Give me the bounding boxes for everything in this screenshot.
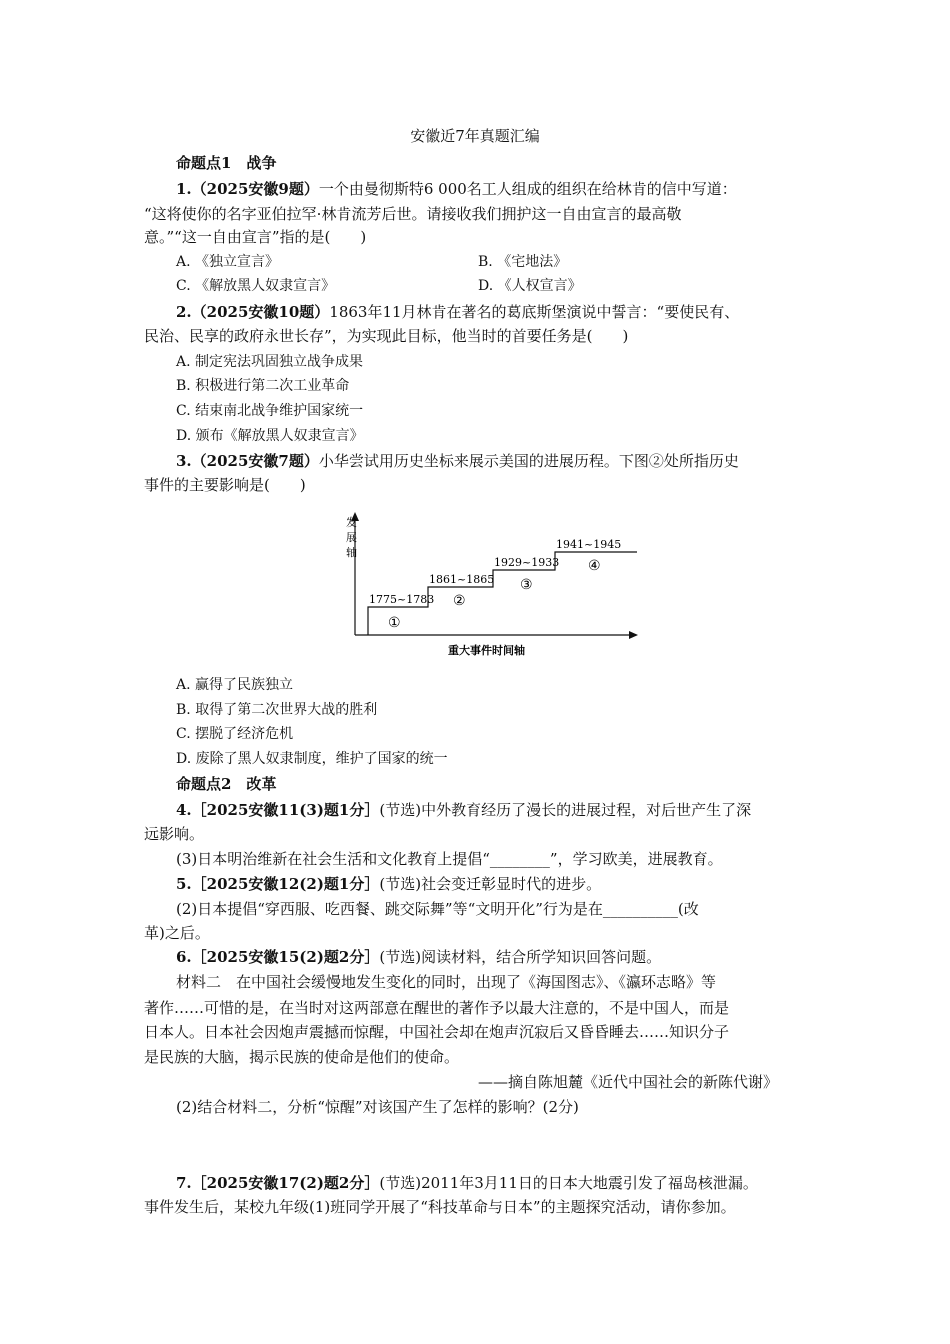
question-3-option-d: D. 废除了黑人奴隶制度，维护了国家的统一 xyxy=(176,751,448,767)
step-2-period: 1861~1865 xyxy=(429,573,495,586)
section-heading-war: 命题点1 战争 xyxy=(176,154,277,172)
step-1-period: 1775~1783 xyxy=(369,593,435,606)
step-3-marker: ③ xyxy=(520,577,533,593)
question-5-line-1: 5.［2025安徽12(2)题1分］(节选)社会变迁彰显时代的进步。 xyxy=(176,875,602,893)
question-2-option-d: D. 颁布《解放黑人奴隶宣言》 xyxy=(176,428,364,444)
question-4-label: 4.［2025安徽11(3)题1分］ xyxy=(176,801,380,819)
question-1-option-b: B. 《宅地法》 xyxy=(478,254,568,270)
question-1-label: 1.（2025安徽9题） xyxy=(176,180,319,198)
question-1-option-a: A. 《独立宣言》 xyxy=(176,254,280,270)
question-4-line-3: (3)日本明治维新在社会生活和文化教育上提倡“________”，学习欧美，进展教育。 xyxy=(176,850,723,868)
y-axis-char-3: 轴 xyxy=(346,546,357,559)
step-1-marker: ① xyxy=(388,615,401,631)
question-1-option-c: C. 《解放黑人奴隶宣言》 xyxy=(176,278,336,294)
material-2-line-4: 是民族的大脑，揭示民族的使命是他们的使命。 xyxy=(144,1048,460,1066)
material-2-line-2: 著作……可惜的是，在当时对这两部意在醒世的著作予以最大注意的，不是中国人，而是 xyxy=(144,999,730,1017)
y-axis-char-2: 展 xyxy=(346,531,357,544)
question-7-line-1: 7.［2025安徽17(2)题2分］(节选)2011年3月11日的日本大地震引发了福岛核泄漏。 xyxy=(176,1174,758,1192)
question-2-option-b: B. 积极进行第二次工业革命 xyxy=(176,378,350,394)
question-3-line-1: 3.（2025安徽7题）小华尝试用历史坐标来展示美国的进展历程。下图②处所指历史 xyxy=(176,452,739,470)
question-3-label: 3.（2025安徽7题） xyxy=(176,452,319,470)
step-3-period: 1929~1933 xyxy=(494,556,560,569)
question-5-line-2: (2)日本提倡“穿西服、吃西餐、跳交际舞”等“文明开化”行为是在__________(改 xyxy=(176,900,699,918)
history-coordinate-diagram xyxy=(340,510,650,660)
question-2-line-1: 2.（2025安徽10题）1863年11月林肯在著名的葛底斯堡演说中誓言：“要使民有、 xyxy=(176,303,740,321)
question-5-line-3: 革)之后。 xyxy=(144,924,210,942)
question-4-line-2: 远影响。 xyxy=(144,825,205,843)
question-3-option-b: B. 取得了第二次世界大战的胜利 xyxy=(176,702,378,718)
step-2-marker: ② xyxy=(453,593,466,609)
question-7-line-2: 事件发生后，某校九年级(1)班同学开展了“科技革命与日本”的主题探究活动，请你参加。 xyxy=(144,1198,736,1216)
question-4-line-1: 4.［2025安徽11(3)题1分］(节选)中外教育经历了漫长的进展过程，对后世产生了深 xyxy=(176,801,752,819)
material-2-line-1: 材料二 在中国社会缓慢地发生变化的同时，出现了《海国图志》、《瀛环志略》等 xyxy=(176,973,717,991)
question-3-line-2: 事件的主要影响是( ) xyxy=(144,476,306,494)
question-2-label: 2.（2025安徽10题） xyxy=(176,303,330,321)
section-heading-reform: 命题点2 改革 xyxy=(176,775,277,793)
question-1-option-d: D. 《人权宣言》 xyxy=(478,278,582,294)
question-3-option-a: A. 赢得了民族独立 xyxy=(176,677,294,693)
question-2-option-a: A. 制定宪法巩固独立战争成果 xyxy=(176,354,364,370)
question-3-option-c: C. 摆脱了经济危机 xyxy=(176,726,294,742)
question-2-line-2: 民治、民享的政府永世长存”，为实现此目标，他当时的首要任务是( ) xyxy=(144,327,629,345)
page-title: 安徽近7年真题汇编 xyxy=(410,127,540,145)
material-2-line-3: 日本人。日本社会因炮声震撼而惊醒，中国社会却在炮声沉寂后又昏昏睡去……知识分子 xyxy=(144,1023,730,1041)
material-2-source: ——摘自陈旭麓《近代中国社会的新陈代谢》 xyxy=(478,1073,779,1091)
question-1-line-1: 1.（2025安徽9题）一个由曼彻斯特6 000名工人组成的组织在给林肯的信中写道： xyxy=(176,180,737,198)
question-6-label: 6.［2025安徽15(2)题2分］ xyxy=(176,948,380,966)
question-6-subquestion: (2)结合材料二，分析“惊醒”对该国产生了怎样的影响？(2分) xyxy=(176,1098,579,1116)
y-axis-char-1: 发 xyxy=(346,516,357,529)
question-6-line-1: 6.［2025安徽15(2)题2分］(节选)阅读材料，结合所学知识回答问题。 xyxy=(176,948,662,966)
x-axis-label: 重大事件时间轴 xyxy=(448,644,525,657)
question-5-label: 5.［2025安徽12(2)题1分］ xyxy=(176,875,380,893)
question-2-option-c: C. 结束南北战争维护国家统一 xyxy=(176,403,364,419)
question-1-line-3: 意。”“这一自由宣言”指的是( ) xyxy=(144,228,367,246)
question-7-label: 7.［2025安徽17(2)题2分］ xyxy=(176,1174,380,1192)
question-1-line-2: “这将使你的名字亚伯拉罕·林肯流芳后世。请接收我们拥护这一自由宣言的最高敬 xyxy=(144,205,682,223)
step-4-marker: ④ xyxy=(588,558,601,574)
step-4-period: 1941~1945 xyxy=(556,538,622,551)
x-axis-arrow xyxy=(629,631,638,639)
